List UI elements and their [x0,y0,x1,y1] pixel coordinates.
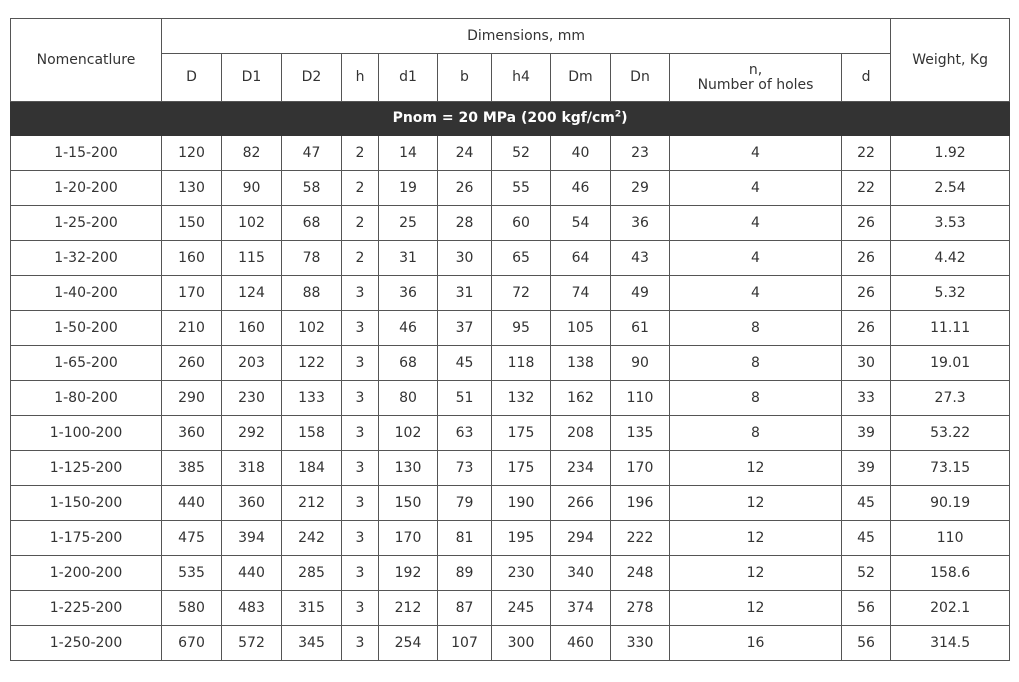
cell-D: 475 [162,521,222,556]
cell-h4: 245 [492,591,551,626]
cell-weight: 53.22 [891,416,1010,451]
header-D1: D1 [222,54,282,102]
pressure-band-close: ) [621,110,628,127]
cell-D2: 345 [282,626,342,661]
cell-Dn: 170 [611,451,670,486]
header-d: d [842,54,891,102]
cell-weight: 158.6 [891,556,1010,591]
header-b: b [438,54,492,102]
cell-Dm: 54 [551,206,611,241]
cell-h4: 52 [492,136,551,171]
cell-d1: 130 [379,451,438,486]
cell-D2: 88 [282,276,342,311]
cell-D2: 242 [282,521,342,556]
cell-number-of-holes: 8 [670,381,842,416]
table-row [11,556,1010,591]
cell-D: 290 [162,381,222,416]
cell-d: 45 [842,521,891,556]
cell-number-of-holes: 4 [670,136,842,171]
cell-h: 2 [342,206,379,241]
table-row [11,136,1010,171]
cell-Dn: 278 [611,591,670,626]
cell-D2: 68 [282,206,342,241]
cell-D: 670 [162,626,222,661]
cell-d1: 254 [379,626,438,661]
cell-D2: 184 [282,451,342,486]
header-Dn: Dn [611,54,670,102]
cell-d: 26 [842,276,891,311]
cell-nomenclature: 1-65-200 [11,346,162,381]
header-D: D [162,54,222,102]
cell-Dm: 74 [551,276,611,311]
cell-Dn: 36 [611,206,670,241]
cell-h: 3 [342,381,379,416]
cell-number-of-holes: 8 [670,311,842,346]
cell-weight: 90.19 [891,486,1010,521]
cell-d: 26 [842,206,891,241]
cell-h4: 300 [492,626,551,661]
cell-nomenclature: 1-200-200 [11,556,162,591]
cell-number-of-holes: 4 [670,206,842,241]
cell-Dn: 23 [611,136,670,171]
cell-weight: 1.92 [891,136,1010,171]
cell-b: 73 [438,451,492,486]
cell-Dn: 196 [611,486,670,521]
cell-Dm: 234 [551,451,611,486]
cell-D1: 160 [222,311,282,346]
table-row [11,486,1010,521]
cell-number-of-holes: 16 [670,626,842,661]
cell-D2: 133 [282,381,342,416]
cell-Dn: 222 [611,521,670,556]
pressure-band-text: Pnom = 20 MPa (200 kgf/cm [392,110,615,127]
cell-D: 210 [162,311,222,346]
cell-nomenclature: 1-100-200 [11,416,162,451]
cell-nomenclature: 1-32-200 [11,241,162,276]
cell-b: 63 [438,416,492,451]
cell-Dm: 40 [551,136,611,171]
cell-h4: 55 [492,171,551,206]
cell-b: 107 [438,626,492,661]
cell-Dm: 138 [551,346,611,381]
cell-nomenclature: 1-225-200 [11,591,162,626]
table-row [11,591,1010,626]
cell-number-of-holes: 12 [670,556,842,591]
cell-nomenclature: 1-50-200 [11,311,162,346]
header-row-top [11,19,1010,54]
cell-D: 440 [162,486,222,521]
table-row [11,626,1010,661]
cell-d: 56 [842,626,891,661]
cell-D1: 318 [222,451,282,486]
table-row [11,381,1010,416]
cell-weight: 19.01 [891,346,1010,381]
header-nomenclature: Nomencatlure [11,19,162,102]
cell-D1: 394 [222,521,282,556]
cell-Dn: 330 [611,626,670,661]
cell-b: 24 [438,136,492,171]
cell-d1: 150 [379,486,438,521]
cell-b: 30 [438,241,492,276]
cell-number-of-holes: 4 [670,171,842,206]
cell-Dm: 374 [551,591,611,626]
header-Dm: Dm [551,54,611,102]
cell-b: 89 [438,556,492,591]
cell-D1: 572 [222,626,282,661]
cell-D2: 47 [282,136,342,171]
cell-h: 3 [342,591,379,626]
table-row [11,276,1010,311]
cell-Dm: 162 [551,381,611,416]
header-n-label: Number of holes [697,76,814,93]
cell-D1: 82 [222,136,282,171]
cell-d1: 46 [379,311,438,346]
header-weight: Weight, Kg [891,19,1010,102]
table-row [11,451,1010,486]
cell-D1: 360 [222,486,282,521]
cell-D: 385 [162,451,222,486]
header-h: h [342,54,379,102]
cell-D2: 212 [282,486,342,521]
cell-b: 26 [438,171,492,206]
table-row [11,241,1010,276]
cell-nomenclature: 1-20-200 [11,171,162,206]
cell-h4: 195 [492,521,551,556]
cell-weight: 5.32 [891,276,1010,311]
cell-D1: 90 [222,171,282,206]
cell-Dn: 61 [611,311,670,346]
header-h4: h4 [492,54,551,102]
cell-d1: 80 [379,381,438,416]
cell-d1: 68 [379,346,438,381]
cell-Dn: 135 [611,416,670,451]
cell-D1: 292 [222,416,282,451]
cell-number-of-holes: 4 [670,276,842,311]
cell-weight: 110 [891,521,1010,556]
cell-d: 39 [842,416,891,451]
cell-D1: 440 [222,556,282,591]
table-row [11,521,1010,556]
pressure-band-exponent: 2 [614,109,622,120]
cell-nomenclature: 1-150-200 [11,486,162,521]
cell-b: 37 [438,311,492,346]
cell-number-of-holes: 12 [670,521,842,556]
cell-b: 81 [438,521,492,556]
header-n-symbol: n, [748,61,763,78]
cell-d: 39 [842,451,891,486]
cell-D: 535 [162,556,222,591]
cell-b: 87 [438,591,492,626]
cell-h: 3 [342,626,379,661]
cell-weight: 27.3 [891,381,1010,416]
cell-number-of-holes: 8 [670,416,842,451]
cell-d1: 212 [379,591,438,626]
cell-nomenclature: 1-40-200 [11,276,162,311]
cell-D1: 124 [222,276,282,311]
table-row [11,311,1010,346]
cell-nomenclature: 1-15-200 [11,136,162,171]
cell-h: 3 [342,486,379,521]
cell-D: 170 [162,276,222,311]
cell-h: 2 [342,241,379,276]
table-row [11,171,1010,206]
cell-D2: 285 [282,556,342,591]
cell-D1: 203 [222,346,282,381]
cell-weight: 202.1 [891,591,1010,626]
cell-D: 130 [162,171,222,206]
header-d1: d1 [379,54,438,102]
cell-Dn: 90 [611,346,670,381]
cell-h4: 175 [492,416,551,451]
cell-D1: 102 [222,206,282,241]
cell-nomenclature: 1-175-200 [11,521,162,556]
cell-d1: 25 [379,206,438,241]
cell-h: 3 [342,311,379,346]
cell-Dn: 248 [611,556,670,591]
cell-h: 3 [342,416,379,451]
cell-weight: 3.53 [891,206,1010,241]
cell-D2: 102 [282,311,342,346]
cell-d1: 14 [379,136,438,171]
cell-d: 26 [842,311,891,346]
cell-d1: 19 [379,171,438,206]
cell-h: 3 [342,276,379,311]
cell-b: 51 [438,381,492,416]
cell-Dm: 266 [551,486,611,521]
cell-D: 260 [162,346,222,381]
cell-d1: 102 [379,416,438,451]
cell-D1: 115 [222,241,282,276]
cell-d: 45 [842,486,891,521]
header-dimensions: Dimensions, mm [162,19,891,54]
cell-nomenclature: 1-250-200 [11,626,162,661]
pressure-band [11,102,1010,136]
cell-D: 160 [162,241,222,276]
cell-D2: 58 [282,171,342,206]
cell-h: 3 [342,346,379,381]
pressure-band-row [11,102,1010,136]
cell-Dm: 460 [551,626,611,661]
cell-nomenclature: 1-125-200 [11,451,162,486]
cell-weight: 73.15 [891,451,1010,486]
header-number-of-holes [670,54,842,102]
cell-weight: 2.54 [891,171,1010,206]
cell-number-of-holes: 12 [670,486,842,521]
table-row [11,416,1010,451]
table-row [11,206,1010,241]
cell-Dm: 340 [551,556,611,591]
cell-d: 33 [842,381,891,416]
header-D2: D2 [282,54,342,102]
cell-h: 3 [342,451,379,486]
cell-weight: 4.42 [891,241,1010,276]
cell-number-of-holes: 12 [670,591,842,626]
cell-b: 45 [438,346,492,381]
cell-nomenclature: 1-25-200 [11,206,162,241]
cell-d: 30 [842,346,891,381]
cell-h4: 60 [492,206,551,241]
cell-b: 28 [438,206,492,241]
cell-D1: 483 [222,591,282,626]
cell-h4: 175 [492,451,551,486]
cell-d1: 170 [379,521,438,556]
cell-h4: 72 [492,276,551,311]
cell-d1: 192 [379,556,438,591]
cell-h4: 65 [492,241,551,276]
cell-d: 26 [842,241,891,276]
cell-number-of-holes: 4 [670,241,842,276]
cell-Dm: 46 [551,171,611,206]
cell-h4: 230 [492,556,551,591]
cell-Dn: 43 [611,241,670,276]
cell-b: 31 [438,276,492,311]
cell-D1: 230 [222,381,282,416]
cell-D: 360 [162,416,222,451]
cell-D: 120 [162,136,222,171]
cell-Dn: 110 [611,381,670,416]
cell-Dn: 49 [611,276,670,311]
cell-d: 22 [842,171,891,206]
cell-weight: 314.5 [891,626,1010,661]
table-body [11,102,1010,661]
cell-nomenclature: 1-80-200 [11,381,162,416]
cell-D2: 315 [282,591,342,626]
cell-h: 3 [342,521,379,556]
cell-h4: 132 [492,381,551,416]
cell-d: 52 [842,556,891,591]
cell-Dm: 64 [551,241,611,276]
cell-D: 580 [162,591,222,626]
cell-d: 56 [842,591,891,626]
cell-Dn: 29 [611,171,670,206]
cell-h: 3 [342,556,379,591]
cell-b: 79 [438,486,492,521]
cell-Dm: 294 [551,521,611,556]
cell-h4: 190 [492,486,551,521]
cell-Dm: 208 [551,416,611,451]
cell-D: 150 [162,206,222,241]
cell-h4: 118 [492,346,551,381]
cell-D2: 122 [282,346,342,381]
cell-Dm: 105 [551,311,611,346]
cell-d1: 36 [379,276,438,311]
cell-D2: 158 [282,416,342,451]
cell-h: 2 [342,171,379,206]
cell-d: 22 [842,136,891,171]
cell-number-of-holes: 12 [670,451,842,486]
cell-d1: 31 [379,241,438,276]
flange-dimensions-table [10,18,1010,661]
cell-h4: 95 [492,311,551,346]
cell-weight: 11.11 [891,311,1010,346]
cell-h: 2 [342,136,379,171]
cell-number-of-holes: 8 [670,346,842,381]
table-row [11,346,1010,381]
cell-D2: 78 [282,241,342,276]
